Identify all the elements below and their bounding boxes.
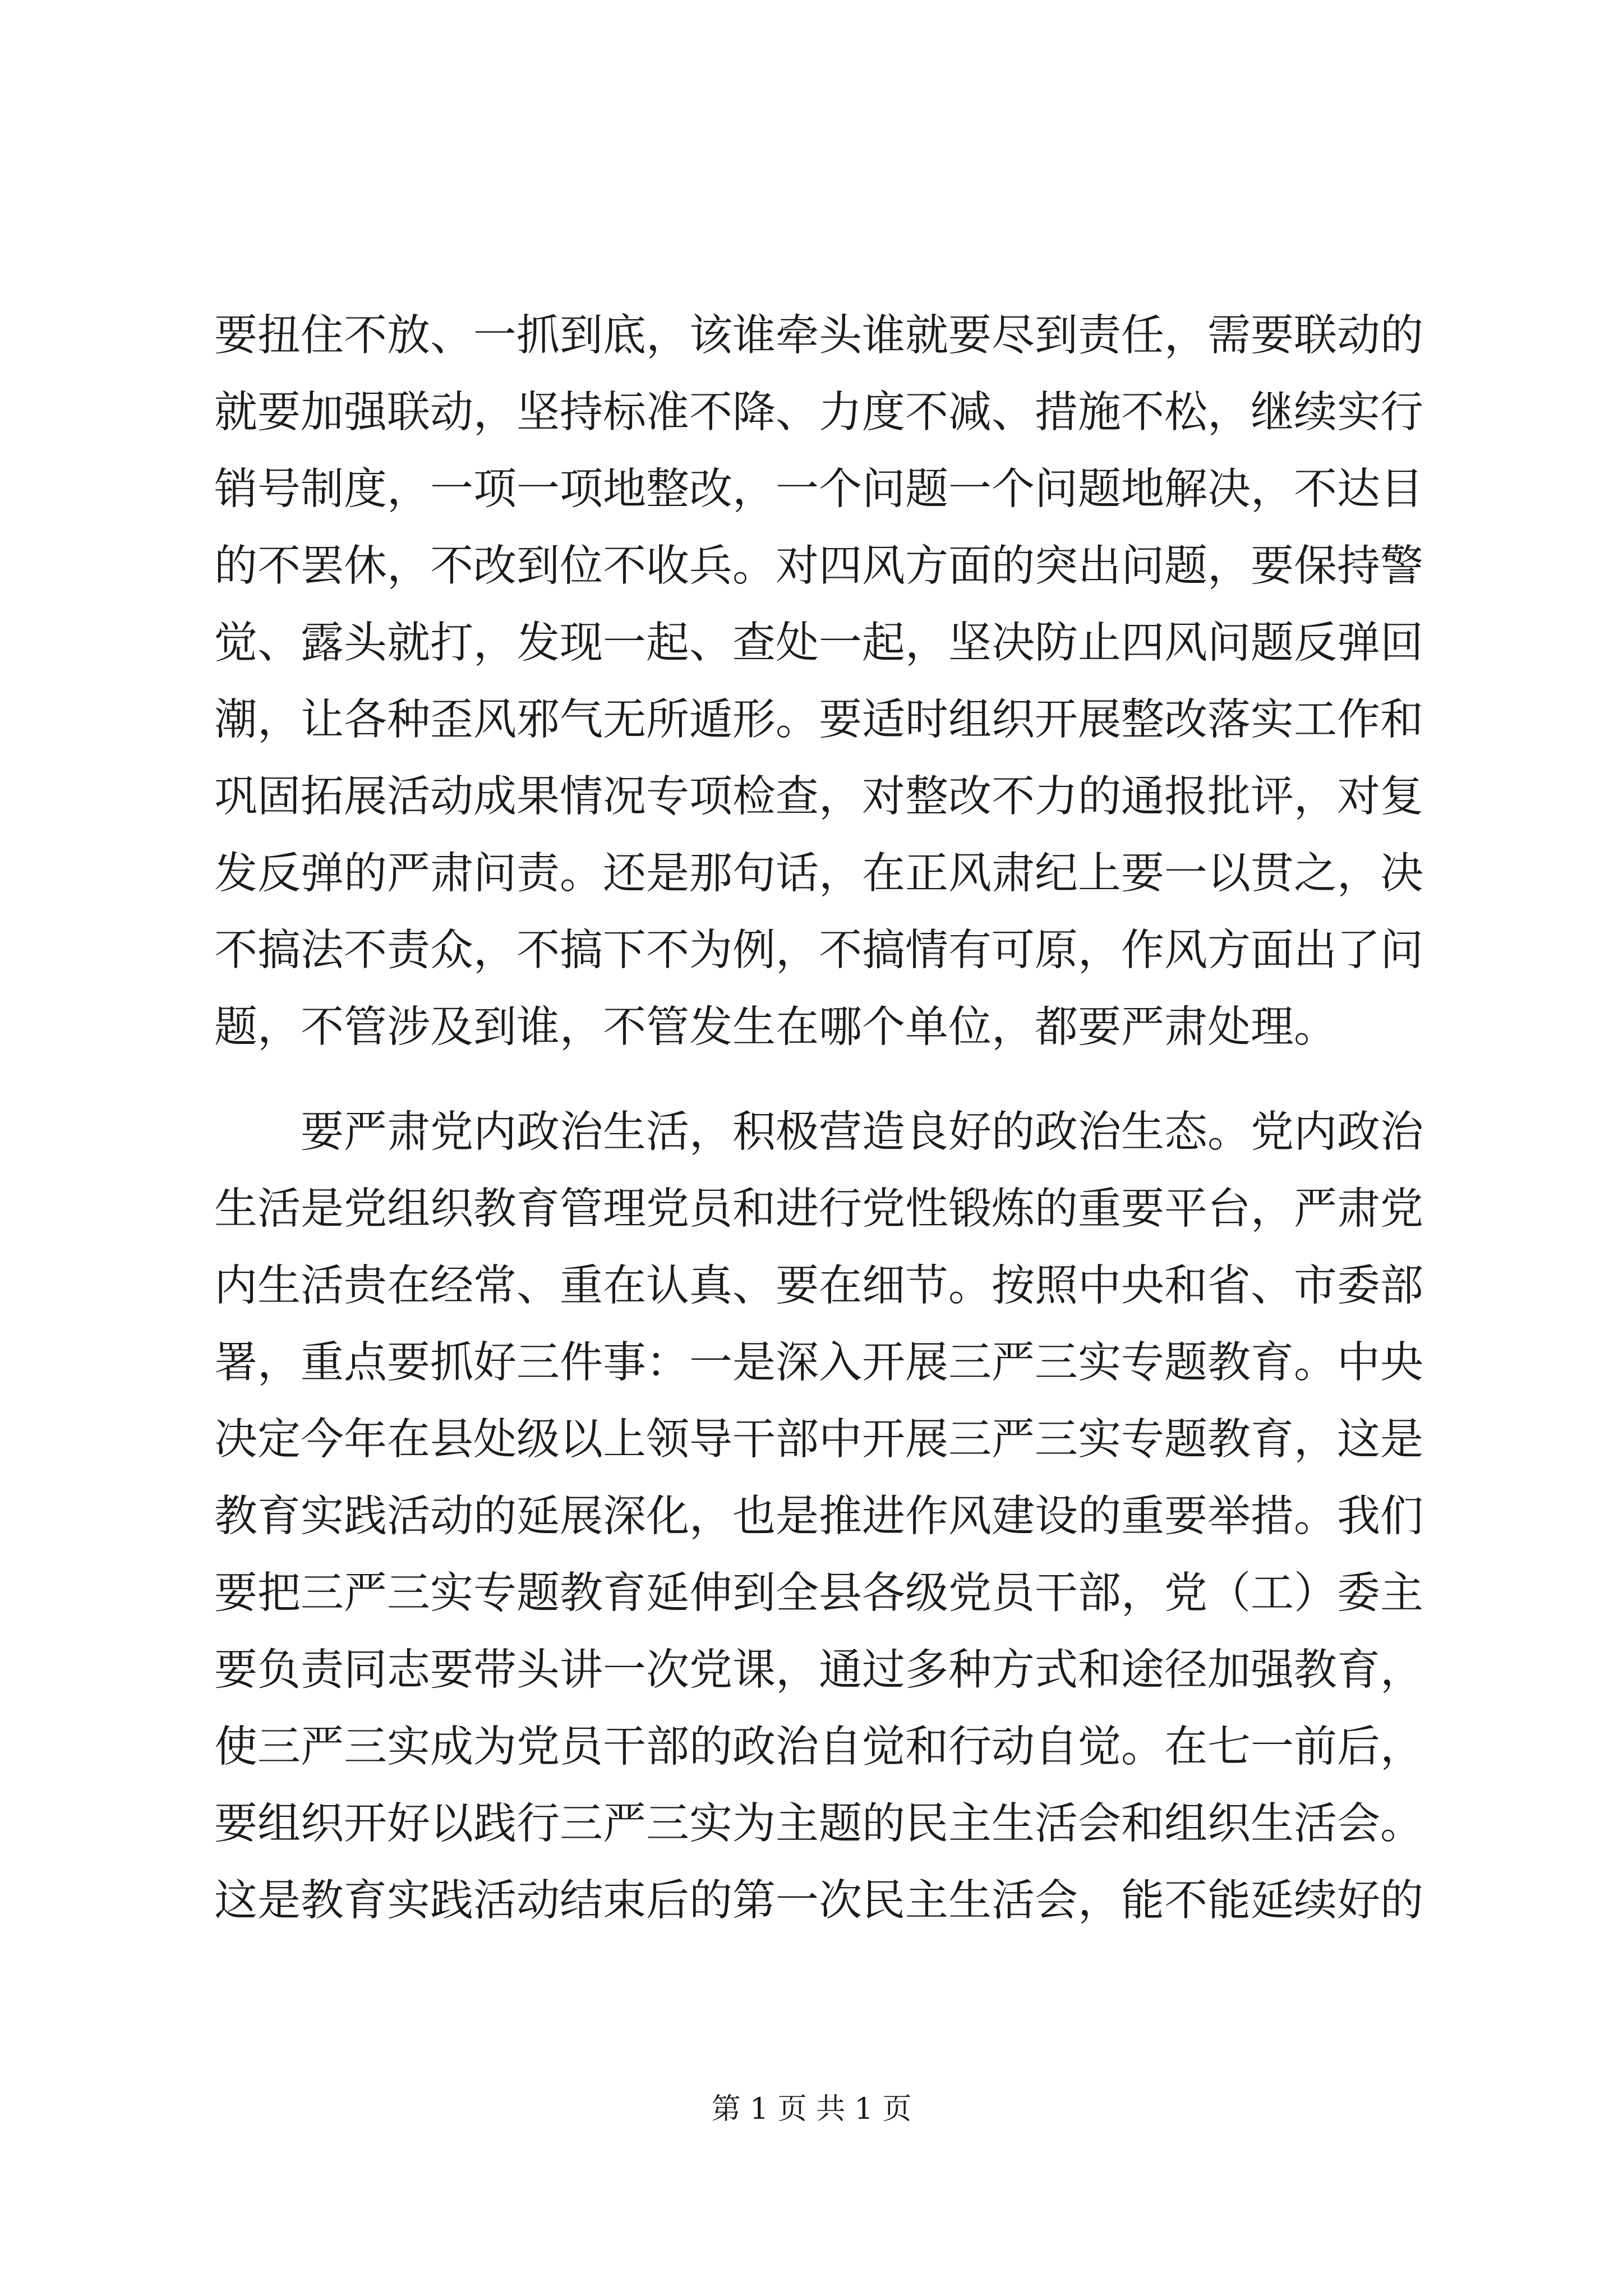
text-line: 使三严三实成为党员干部的政治自觉和行动自觉。在七一前后， <box>214 1722 1423 1772</box>
text-line: 巩固拓展活动成果情况专项检查，对整改不力的通报批评，对复 <box>214 772 1423 822</box>
text-line: 觉、露头就打，发现一起、查处一起，坚决防止四风问题反弹回 <box>214 618 1423 668</box>
paragraph-1 <box>214 297 1423 1066</box>
text-line: 题，不管涉及到谁，不管发生在哪个单位，都要严肃处理。 <box>214 1002 1337 1052</box>
text-line: 生活是党组织教育管理党员和进行党性锻炼的重要平台，严肃党 <box>214 1184 1423 1234</box>
text-line: 要组织开好以践行三严三实为主题的民主生活会和组织生活会。 <box>214 1799 1423 1849</box>
text-line: 发反弹的严肃问责。还是那句话，在正风肃纪上要一以贯之，决 <box>214 849 1423 899</box>
text-line: 销号制度，一项一项地整改，一个问题一个问题地解决，不达目 <box>214 464 1423 514</box>
text-line: 署，重点要抓好三件事：一是深入开展三严三实专题教育。中央 <box>214 1338 1423 1388</box>
page-footer: 第 1 页 共 1 页 <box>711 2092 912 2126</box>
text-line: 内生活贵在经常、重在认真、要在细节。按照中央和省、市委部 <box>214 1261 1423 1311</box>
text-line: 要把三严三实专题教育延伸到全县各级党员干部，党（工）委主 <box>214 1568 1423 1618</box>
text-line: 的不罢休，不改到位不收兵。对四风方面的突出问题，要保持警 <box>214 541 1423 591</box>
text-line: 决定今年在县处级以上领导干部中开展三严三实专题教育，这是 <box>214 1415 1423 1465</box>
paragraph-2 <box>214 1094 1423 1939</box>
text-line: 要严肃党内政治生活，积极营造良好的政治生态。党内政治 <box>301 1107 1423 1157</box>
text-line: 不搞法不责众，不搞下不为例，不搞情有可原，作风方面出了问 <box>214 926 1423 976</box>
document-body <box>214 297 1423 1939</box>
text-line: 就要加强联动，坚持标准不降、力度不减、措施不松，继续实行 <box>214 388 1423 438</box>
text-line: 潮，让各种歪风邪气无所遁形。要适时组织开展整改落实工作和 <box>214 695 1423 745</box>
text-line: 要扭住不放、一抓到底，该谁牵头谁就要尽到责任，需要联动的 <box>214 311 1423 361</box>
text-line: 这是教育实践活动结束后的第一次民主生活会，能不能延续好的 <box>214 1876 1423 1926</box>
text-line: 要负责同志要带头讲一次党课，通过多种方式和途径加强教育， <box>214 1645 1423 1695</box>
paragraph-spacing <box>214 1066 1412 1094</box>
text-line: 教育实践活动的延展深化，也是推进作风建设的重要举措。我们 <box>214 1492 1423 1542</box>
